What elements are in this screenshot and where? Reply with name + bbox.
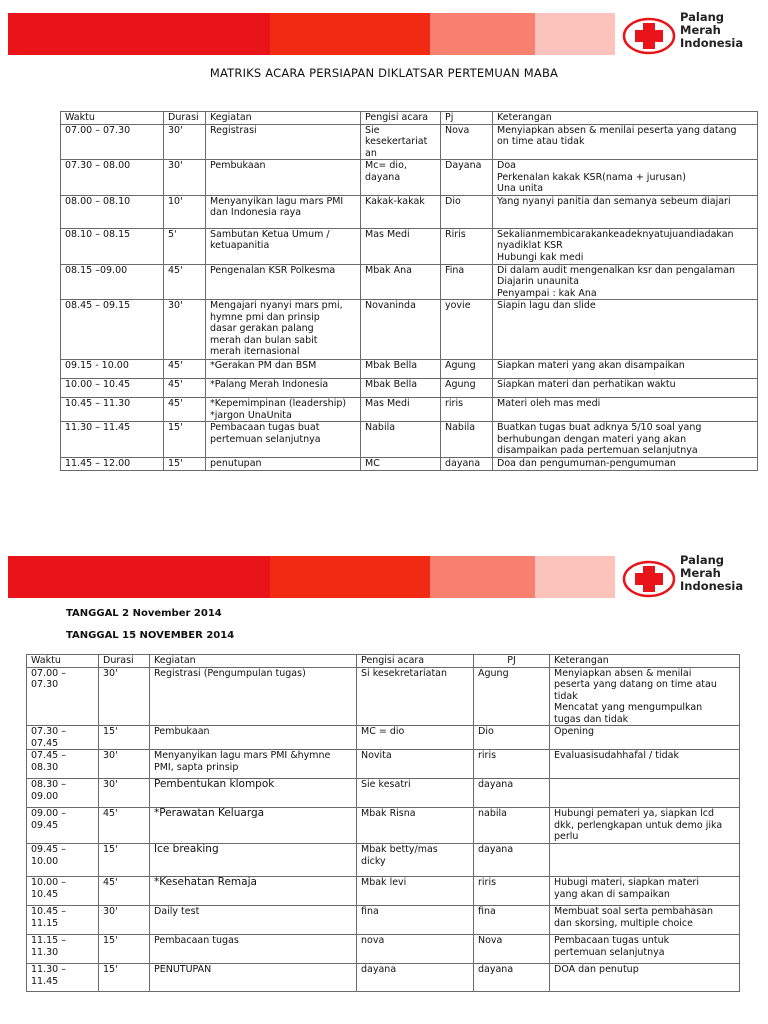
table-cell: Buatkan tugas buat adknya 5/10 soal yang berhubungan dengan materi yang akan disampaikan pada pertemuan selanjutnya [493, 422, 758, 458]
table-cell: 5' [164, 228, 206, 264]
table-cell: 15' [99, 844, 150, 877]
table-row [61, 300, 758, 360]
table-row [27, 726, 740, 750]
pmi-logo [622, 553, 762, 603]
table-cell: Kakak-kakak [361, 195, 441, 228]
table-cell: Pembacaan tugas [150, 935, 357, 964]
table-cell: Si kesekretariatan [357, 667, 474, 726]
table-cell: Siapkan materi dan perhatikan waktu [493, 379, 758, 398]
table-cell: 30' [99, 750, 150, 779]
table-cell: Sie kesekertariat an [361, 124, 441, 160]
table-cell: dayana [441, 458, 493, 471]
table-cell: 07.30 – 08.00 [61, 160, 164, 196]
logo-text: Indonesia [680, 36, 744, 50]
table-cell: 08.45 – 09.15 [61, 300, 164, 360]
table-cell: nova [357, 935, 474, 964]
table-cell: Mbak Bella [361, 360, 441, 379]
table-cell: 15' [164, 422, 206, 458]
table-cell: Mbak Ana [361, 264, 441, 300]
table-row [27, 779, 740, 808]
table-cell: 11.15 – 11.30 [27, 935, 99, 964]
table-cell: Pembentukan klompok [150, 779, 357, 808]
table-cell: 45' [164, 398, 206, 422]
table-row [61, 228, 758, 264]
table-cell: Agung [441, 360, 493, 379]
table-cell: Dayana [441, 160, 493, 196]
table-row [61, 458, 758, 471]
table-cell: Daily test [150, 906, 357, 935]
table-cell: Ice breaking [150, 844, 357, 877]
table-cell: 08.10 – 08.15 [61, 228, 164, 264]
table-cell: Sie kesatri [357, 779, 474, 808]
table-cell: 45' [164, 360, 206, 379]
table-row [27, 844, 740, 877]
table-row [27, 667, 740, 726]
banner-stripe [8, 13, 270, 55]
table-cell: Mbak Bella [361, 379, 441, 398]
table-row [61, 360, 758, 379]
column-header: Waktu [27, 655, 99, 668]
table-cell: 10.45 – 11.30 [61, 398, 164, 422]
table-cell: 30' [164, 300, 206, 360]
table-cell: 10.00 – 10.45 [61, 379, 164, 398]
table-cell: Menyanyikan lagu mars PMI &hymne PMI, sapta prinsip [150, 750, 357, 779]
date-heading: TANGGAL 2 November 2014 [66, 608, 222, 619]
table-cell: 07.45 – 08.30 [27, 750, 99, 779]
table-cell: *Palang Merah Indonesia [206, 379, 361, 398]
table-cell: Fina [441, 264, 493, 300]
table-row [61, 422, 758, 458]
table-row [61, 398, 758, 422]
table-cell: dayana [474, 844, 550, 877]
table-cell: 45' [99, 808, 150, 844]
table-cell: 30' [99, 667, 150, 726]
table-cell: Sambutan Ketua Umum / ketuapanitia [206, 228, 361, 264]
column-header: Pengisi acara [357, 655, 474, 668]
table-cell: riris [474, 877, 550, 906]
table-cell: 11.30 – 11.45 [61, 422, 164, 458]
table-cell: 45' [164, 379, 206, 398]
pmi-logo [622, 10, 762, 60]
table-cell: Siapin lagu dan slide [493, 300, 758, 360]
table-cell: Nabila [361, 422, 441, 458]
column-header: Keterangan [550, 655, 740, 668]
table-cell: Agung [474, 667, 550, 726]
table-cell: Registrasi (Pengumpulan tugas) [150, 667, 357, 726]
table-header-row [27, 655, 740, 668]
table-cell: 08.00 – 08.10 [61, 195, 164, 228]
table-cell: Hubugi materi, siapkan materi yang akan di sampaikan [550, 877, 740, 906]
table-cell: Menyiapkan absen & menilai peserta yang datang on time atau tidak Mencatat yang mengumpulkan tugas dan tidak [550, 667, 740, 726]
table-cell: *Gerakan PM dan BSM [206, 360, 361, 379]
table-row [61, 264, 758, 300]
table-cell: 11.30 – 11.45 [27, 964, 99, 992]
table-cell: 07.00 – 07.30 [27, 667, 99, 726]
table-cell: Dio [441, 195, 493, 228]
table-cell: Pembacaan tugas untuk pertemuan selanjutnya [550, 935, 740, 964]
table-cell: 10.45 – 11.15 [27, 906, 99, 935]
table-cell: Yang nyanyi panitia dan semanya sebeum diajari [493, 195, 758, 228]
table-cell: Materi oleh mas medi [493, 398, 758, 422]
table-row [61, 124, 758, 160]
table-cell: Mengajari nyanyi mars pmi, hymne pmi dan prinsip dasar gerakan palang merah dan bulan sabit merah iternasional [206, 300, 361, 360]
table-cell: Doa Perkenalan kakak KSR(nama + jurusan) Una unita [493, 160, 758, 196]
banner-stripe [430, 13, 535, 55]
table-cell: riris [441, 398, 493, 422]
table-cell: 07.30 – 07.45 [27, 726, 99, 750]
table-cell: 09.00 – 09.45 [27, 808, 99, 844]
table-cell: 10' [164, 195, 206, 228]
table-cell: Mbak levi [357, 877, 474, 906]
table-cell: fina [474, 906, 550, 935]
banner-stripe [535, 13, 615, 55]
table-cell: Doa dan pengumuman-pengumuman [493, 458, 758, 471]
table-cell: MC [361, 458, 441, 471]
column-header: Pj [441, 112, 493, 125]
table-cell: Mbak betty/mas dicky [357, 844, 474, 877]
table-cell: yovie [441, 300, 493, 360]
table-cell: fina [357, 906, 474, 935]
table-cell: Evaluasisudahhafal / tidak [550, 750, 740, 779]
table-cell: 11.45 – 12.00 [61, 458, 164, 471]
table-cell: *Perawatan Keluarga [150, 808, 357, 844]
banner-stripe [430, 556, 535, 598]
column-header: Pengisi acara [361, 112, 441, 125]
table-row [27, 750, 740, 779]
table-cell: dayana [474, 779, 550, 808]
table-cell: Pembukaan [150, 726, 357, 750]
column-header: Kegiatan [150, 655, 357, 668]
table-cell: *Kepemimpinan (leadership) *jargon UnaUnita [206, 398, 361, 422]
table-cell: Hubungi pemateri ya, siapkan lcd dkk, perlengkapan untuk demo jika perlu [550, 808, 740, 844]
banner-stripe [535, 556, 615, 598]
table-cell: Nabila [441, 422, 493, 458]
table-cell: Di dalam audit mengenalkan ksr dan pengalaman Diajarin unaunita Penyampai : kak Ana [493, 264, 758, 300]
table-cell: 08.15 –09.00 [61, 264, 164, 300]
column-header: Keterangan [493, 112, 758, 125]
page-title: MATRIKS ACARA PERSIAPAN DIKLATSAR PERTEMUAN MABA [209, 66, 559, 80]
table-cell: Mas Medi [361, 228, 441, 264]
table-cell: 30' [99, 779, 150, 808]
table-cell: riris [474, 750, 550, 779]
banner-stripe [270, 13, 430, 55]
table-cell: Riris [441, 228, 493, 264]
logo-text: Palang [680, 10, 725, 24]
table-cell: nabila [474, 808, 550, 844]
date-heading: TANGGAL 15 NOVEMBER 2014 [66, 630, 235, 641]
table-cell: 30' [164, 160, 206, 196]
table-cell: Menyiapkan absen & menilai peserta yang datang on time atau tidak [493, 124, 758, 160]
logo-text: Merah [680, 566, 721, 580]
table-cell: 15' [99, 935, 150, 964]
column-header: Waktu [61, 112, 164, 125]
table-row [27, 935, 740, 964]
table-cell: dayana [357, 964, 474, 992]
table-cell [550, 779, 740, 808]
red-cross-icon [622, 559, 676, 599]
table-cell: Registrasi [206, 124, 361, 160]
table-cell: 45' [99, 877, 150, 906]
table-cell: Membuat soal serta pembahasan dan skorsing, multiple choice [550, 906, 740, 935]
table-cell: Mbak Risna [357, 808, 474, 844]
table-cell: Pengenalan KSR Polkesma [206, 264, 361, 300]
table-cell: Menyanyikan lagu mars PMI dan Indonesia raya [206, 195, 361, 228]
table-cell: Novaninda [361, 300, 441, 360]
table-cell: PENUTUPAN [150, 964, 357, 992]
table-cell: 30' [99, 906, 150, 935]
table-cell: 10.00 – 10.45 [27, 877, 99, 906]
table-header-row [61, 112, 758, 125]
table-cell: 30' [164, 124, 206, 160]
table-cell: Agung [441, 379, 493, 398]
table-row [27, 808, 740, 844]
logo-text: Indonesia [680, 579, 744, 593]
table-cell: Pembacaan tugas buat pertemuan selanjutnya [206, 422, 361, 458]
table-cell: Sekalianmembicarakankeadeknyatujuandiadakan nyadiklat KSR Hubungi kak medi [493, 228, 758, 264]
schedule-table-2 [26, 654, 740, 992]
table-cell: 15' [164, 458, 206, 471]
column-header: Kegiatan [206, 112, 361, 125]
table-row [61, 195, 758, 228]
table-cell: 09.45 – 10.00 [27, 844, 99, 877]
header-banner [8, 13, 615, 55]
table-row [27, 906, 740, 935]
table-row [27, 877, 740, 906]
table-cell: MC = dio [357, 726, 474, 750]
banner-stripe [8, 556, 270, 598]
table-cell: Opening [550, 726, 740, 750]
table-cell: 09.15 - 10.00 [61, 360, 164, 379]
logo-text: Palang [680, 553, 725, 567]
table-cell: Dio [474, 726, 550, 750]
column-header: Durasi [99, 655, 150, 668]
column-header: PJ [474, 655, 550, 668]
table-cell: 15' [99, 726, 150, 750]
table-cell: Novita [357, 750, 474, 779]
table-cell: penutupan [206, 458, 361, 471]
table-cell: 08.30 – 09.00 [27, 779, 99, 808]
table-cell: Mc= dio, dayana [361, 160, 441, 196]
table-cell: Pembukaan [206, 160, 361, 196]
table-cell: 15' [99, 964, 150, 992]
banner-stripe [270, 556, 430, 598]
table-row [61, 160, 758, 196]
table-cell: 45' [164, 264, 206, 300]
column-header: Durasi [164, 112, 206, 125]
table-cell: DOA dan penutup [550, 964, 740, 992]
table-cell: Nova [474, 935, 550, 964]
table-cell: Nova [441, 124, 493, 160]
table-cell: dayana [474, 964, 550, 992]
table-cell: 07.00 – 07.30 [61, 124, 164, 160]
table-row [61, 379, 758, 398]
table-cell: Siapkan materi yang akan disampaikan [493, 360, 758, 379]
table-cell [550, 844, 740, 877]
table-row [27, 964, 740, 992]
header-banner [8, 556, 615, 598]
table-cell: *Kesehatan Remaja [150, 877, 357, 906]
table-cell: Mas Medi [361, 398, 441, 422]
red-cross-icon [622, 16, 676, 56]
schedule-table-1 [60, 111, 758, 471]
logo-text: Merah [680, 23, 721, 37]
